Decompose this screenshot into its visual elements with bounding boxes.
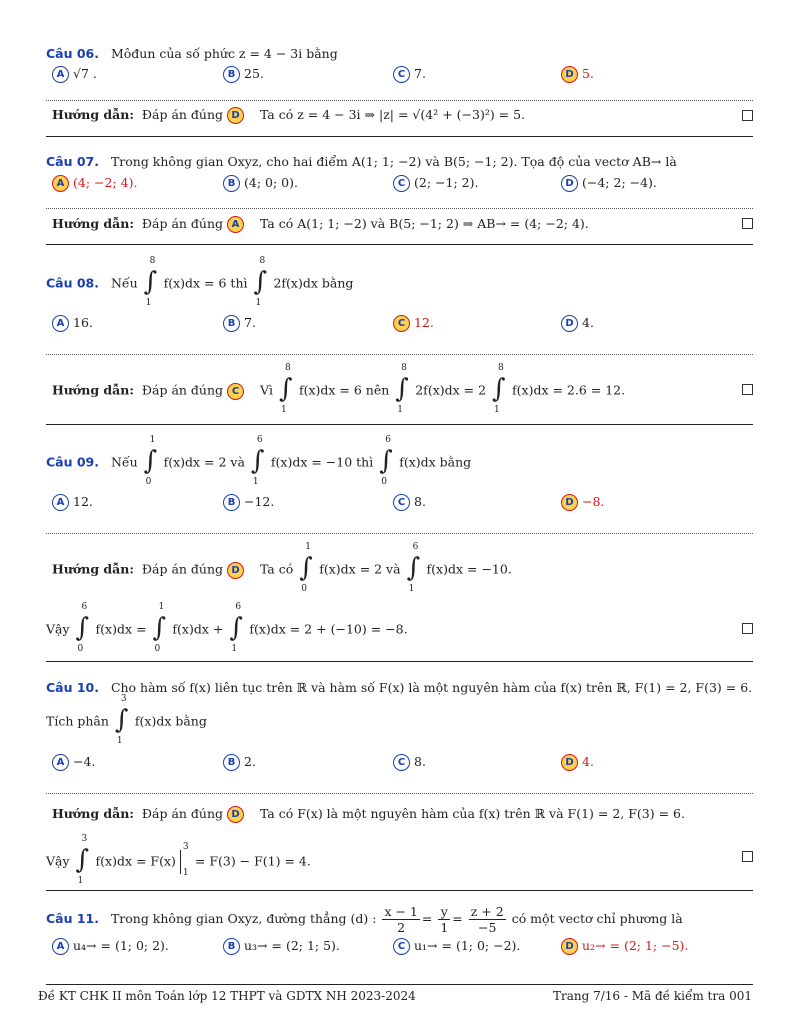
integral-body: f(x)dx = (95, 621, 147, 637)
integral-symbol: ∫ 6 1 (406, 542, 421, 594)
question-text: có một vectơ chỉ phương là (511, 911, 683, 926)
question-text: Nếu (110, 275, 138, 291)
section-rule (46, 136, 753, 137)
option-d[interactable] (561, 66, 594, 83)
question-text: Trong không gian Oxyz, cho hai điểm A(1; 1; −2) và B(5; −1; 2). Tọa độ của vectơ AB→ là (110, 154, 677, 169)
guide-answer: Đáp án đúng (141, 216, 224, 231)
option-d[interactable] (561, 938, 688, 955)
integral-symbol: ∫ 6 1 (229, 602, 243, 654)
integral-body: f(x)dx = 2.6 = 12. (512, 382, 626, 398)
option-text: (2; −1; 2). (414, 175, 479, 190)
guide-text: Ta có F(x) là một nguyên hàm của f(x) trên ℝ và F(1) = 2, F(3) = 6. (259, 806, 685, 821)
option-text: 25. (244, 66, 264, 81)
option-c[interactable] (393, 754, 426, 771)
option-letter: A (52, 494, 69, 511)
guide-answer-letter: D (227, 107, 244, 124)
question-label: Câu 08. (46, 275, 100, 291)
option-letter: A (52, 754, 69, 771)
option-text: 7. (244, 315, 256, 330)
option-text: 8. (414, 494, 426, 509)
option-text: 12. (414, 315, 434, 330)
fraction: $\frac{z + 2}{-5}$ (470, 904, 504, 935)
option-text: 8. (414, 754, 426, 769)
option-letter: A (52, 938, 69, 955)
integral-body: f(x)dx = 2 và (163, 454, 245, 470)
qed-box (742, 851, 753, 862)
question-text: Cho hàm số f(x) liên tục trên ℝ và hàm số F(x) là một nguyên hàm của f(x) trên ℝ, F(1) = 2, F(3) = 6. (110, 680, 753, 695)
option-text: 7. (414, 66, 426, 81)
integral-body: f(x)dx = −10 thì (270, 454, 374, 470)
guide-answer: Đáp án đúng (141, 561, 224, 577)
guide-answer: Đáp án đúng (141, 107, 224, 122)
guide-text: = F(3) − F(1) = 4. (194, 853, 311, 869)
option-text: u₂→ = (2; 1; −5). (582, 938, 689, 953)
option-b[interactable] (223, 754, 256, 771)
option-text: √7 . (73, 66, 97, 81)
option-text: (4; −2; 4). (73, 175, 138, 190)
guide-06 (52, 107, 525, 124)
footer-left: Đề KT CHK II môn Toán lớp 12 THPT và GDTX NH 2023-2024 (38, 989, 416, 1003)
guide-label: Hướng dẫn: (52, 216, 134, 231)
question-label: Câu 11. (46, 911, 100, 926)
option-d[interactable] (561, 175, 657, 192)
option-text: u₁→ = (1; 0; −2). (414, 938, 521, 953)
question-11: Câu 11. Trong không gian Oxyz, đường thẳng (d) : $\frac{x - 1}{2}$ = $\frac{y}{1}$ = $\frac{z + 2}{-5}$ có một vectơ chỉ phương là (46, 904, 683, 935)
option-c[interactable] (393, 938, 520, 955)
integral-body: f(x)dx = F(x) (95, 853, 176, 869)
integral-symbol: ∫ 6 1 (250, 435, 265, 487)
qed-box (742, 384, 753, 395)
option-text: 5. (582, 66, 594, 81)
footer-right: Trang 7/16 - Mã đề kiểm tra 001 (552, 989, 752, 1003)
option-text: (−4; 2; −4). (582, 175, 657, 190)
guide-07 (52, 216, 589, 233)
guide-10-conclusion (46, 834, 311, 886)
option-letter: C (393, 175, 410, 192)
option-letter: A (52, 66, 69, 83)
qed-box (742, 623, 753, 634)
question-label: Câu 06. (46, 46, 100, 61)
divider (46, 793, 753, 794)
fraction: $\frac{x - 1}{2}$ (384, 904, 418, 935)
question-10-line2 (46, 694, 207, 746)
integral-body: f(x)dx bằng (399, 454, 472, 470)
section-rule (46, 424, 753, 425)
option-letter: C (393, 494, 410, 511)
guide-answer-letter: D (227, 806, 244, 823)
option-text: −8. (582, 494, 605, 509)
guide-text: Vậy (46, 621, 70, 637)
guide-text: Vì (259, 382, 273, 398)
question-label: Câu 10. (46, 680, 100, 695)
question-label: Câu 07. (46, 154, 100, 169)
integral-body: f(x)dx = −10. (426, 561, 512, 577)
option-a[interactable] (52, 938, 169, 955)
qed-box (742, 110, 753, 121)
option-b[interactable] (223, 494, 274, 511)
integral-body: f(x)dx + (172, 621, 224, 637)
integral-body: f(x)dx = 2 + (−10) = −8. (249, 621, 408, 637)
qed-box (742, 218, 753, 229)
option-letter: A (52, 315, 69, 332)
option-text: −4. (73, 754, 96, 769)
question-text: Tích phân (46, 713, 109, 729)
guide-label: Hướng dẫn: (52, 806, 134, 821)
footer-rule (46, 984, 753, 985)
option-b[interactable] (223, 315, 256, 332)
option-letter: D (561, 938, 578, 955)
option-letter: D (561, 754, 578, 771)
option-letter: B (223, 315, 240, 332)
guide-answer-letter: A (227, 216, 244, 233)
option-letter: B (223, 494, 240, 511)
option-letter: C (393, 66, 410, 83)
question-08 (46, 256, 354, 308)
option-text: u₄→ = (1; 0; 2). (73, 938, 169, 953)
option-b[interactable] (223, 175, 298, 192)
integral-body: 2f(x)dx bằng (273, 275, 354, 291)
option-b[interactable] (223, 66, 264, 83)
option-c[interactable] (393, 175, 478, 192)
divider (46, 354, 753, 355)
question-09 (46, 435, 472, 487)
guide-text: Ta có (259, 561, 294, 577)
integral-body: f(x)dx = 2 và (319, 561, 401, 577)
option-a[interactable] (52, 494, 93, 511)
question-text: Môđun của số phức z = 4 − 3i bằng (110, 46, 338, 61)
option-d[interactable] (561, 754, 594, 771)
question-07 (46, 154, 677, 169)
guide-09-conclusion (46, 602, 408, 654)
option-text: −12. (244, 494, 275, 509)
divider (46, 100, 753, 101)
guide-text: Ta có z = 4 − 3i ⇒ |z| = √(4² + (−3)²) = 5. (259, 107, 526, 122)
guide-label: Hướng dẫn: (52, 107, 134, 122)
option-b[interactable] (223, 938, 340, 955)
section-rule (46, 661, 753, 662)
section-rule (46, 890, 753, 891)
section-rule (46, 244, 753, 245)
option-c[interactable] (393, 315, 434, 332)
guide-label: Hướng dẫn: (52, 561, 134, 577)
guide-09 (52, 542, 512, 594)
option-text: 16. (73, 315, 93, 330)
question-text: Nếu (110, 454, 138, 470)
option-letter: D (561, 315, 578, 332)
integral-symbol: ∫ 8 1 (492, 363, 506, 415)
guide-answer: Đáp án đúng (141, 806, 224, 821)
option-a[interactable] (52, 175, 137, 192)
integral-symbol: ∫ 1 0 (152, 602, 166, 654)
integral-symbol: ∫ 6 0 (75, 602, 90, 654)
option-c[interactable] (393, 66, 426, 83)
question-10 (46, 680, 752, 695)
guide-text: Vậy (46, 853, 70, 869)
option-letter: B (223, 938, 240, 955)
question-06 (46, 46, 338, 61)
option-text: 12. (73, 494, 93, 509)
guide-answer: Đáp án đúng (141, 382, 224, 398)
guide-answer-letter: C (227, 383, 244, 400)
integral-symbol: ∫ 1 0 (299, 542, 313, 594)
integral-body: f(x)dx = 6 thì (163, 275, 248, 291)
evaluation-bar: 3 1 (180, 850, 191, 874)
option-letter: B (223, 754, 240, 771)
integral-symbol: ∫ 8 1 (253, 256, 268, 308)
option-letter: C (393, 938, 410, 955)
option-text: u₃→ = (2; 1; 5). (244, 938, 340, 953)
option-a[interactable] (52, 66, 97, 83)
guide-10 (52, 806, 685, 823)
option-a[interactable] (52, 315, 93, 332)
integral-body: 2f(x)dx = 2 (415, 382, 487, 398)
guide-text: Ta có A(1; 1; −2) và B(5; −1; 2) ⇒ AB→ = (4; −2; 4). (259, 216, 589, 231)
option-letter: D (561, 494, 578, 511)
option-a[interactable] (52, 754, 95, 771)
option-text: 2. (244, 754, 256, 769)
guide-label: Hướng dẫn: (52, 382, 134, 398)
divider (46, 533, 753, 534)
integral-symbol: ∫ 6 0 (379, 435, 393, 487)
question-text: Trong không gian Oxyz, đường thẳng (d) : (110, 911, 377, 926)
question-label: Câu 09. (46, 454, 100, 470)
integral-body: f(x)dx = 6 nên (298, 382, 390, 398)
integral-body: f(x)dx bằng (134, 713, 207, 729)
fraction: $\frac{y}{1}$ (440, 904, 449, 935)
guide-08 (52, 363, 626, 415)
option-c[interactable] (393, 494, 426, 511)
integral-symbol: ∫ 1 0 (143, 435, 158, 487)
option-text: 4. (582, 754, 594, 769)
option-letter: C (393, 315, 410, 332)
option-letter: C (393, 754, 410, 771)
divider (46, 208, 753, 209)
option-letter: B (223, 66, 240, 83)
integral-symbol: ∫ 3 1 (75, 834, 90, 886)
integral-symbol: ∫ 8 1 (395, 363, 409, 415)
option-letter: D (561, 175, 578, 192)
integral-symbol: ∫ 8 1 (143, 256, 158, 308)
option-letter: A (52, 175, 69, 192)
option-letter: B (223, 175, 240, 192)
option-text: 4. (582, 315, 594, 330)
option-d[interactable] (561, 494, 604, 511)
option-letter: D (561, 66, 578, 83)
option-text: (4; 0; 0). (244, 175, 298, 190)
integral-symbol: ∫ 3 1 (114, 694, 129, 746)
guide-answer-letter: D (227, 562, 244, 579)
option-d[interactable] (561, 315, 594, 332)
integral-symbol: ∫ 8 1 (278, 363, 293, 415)
